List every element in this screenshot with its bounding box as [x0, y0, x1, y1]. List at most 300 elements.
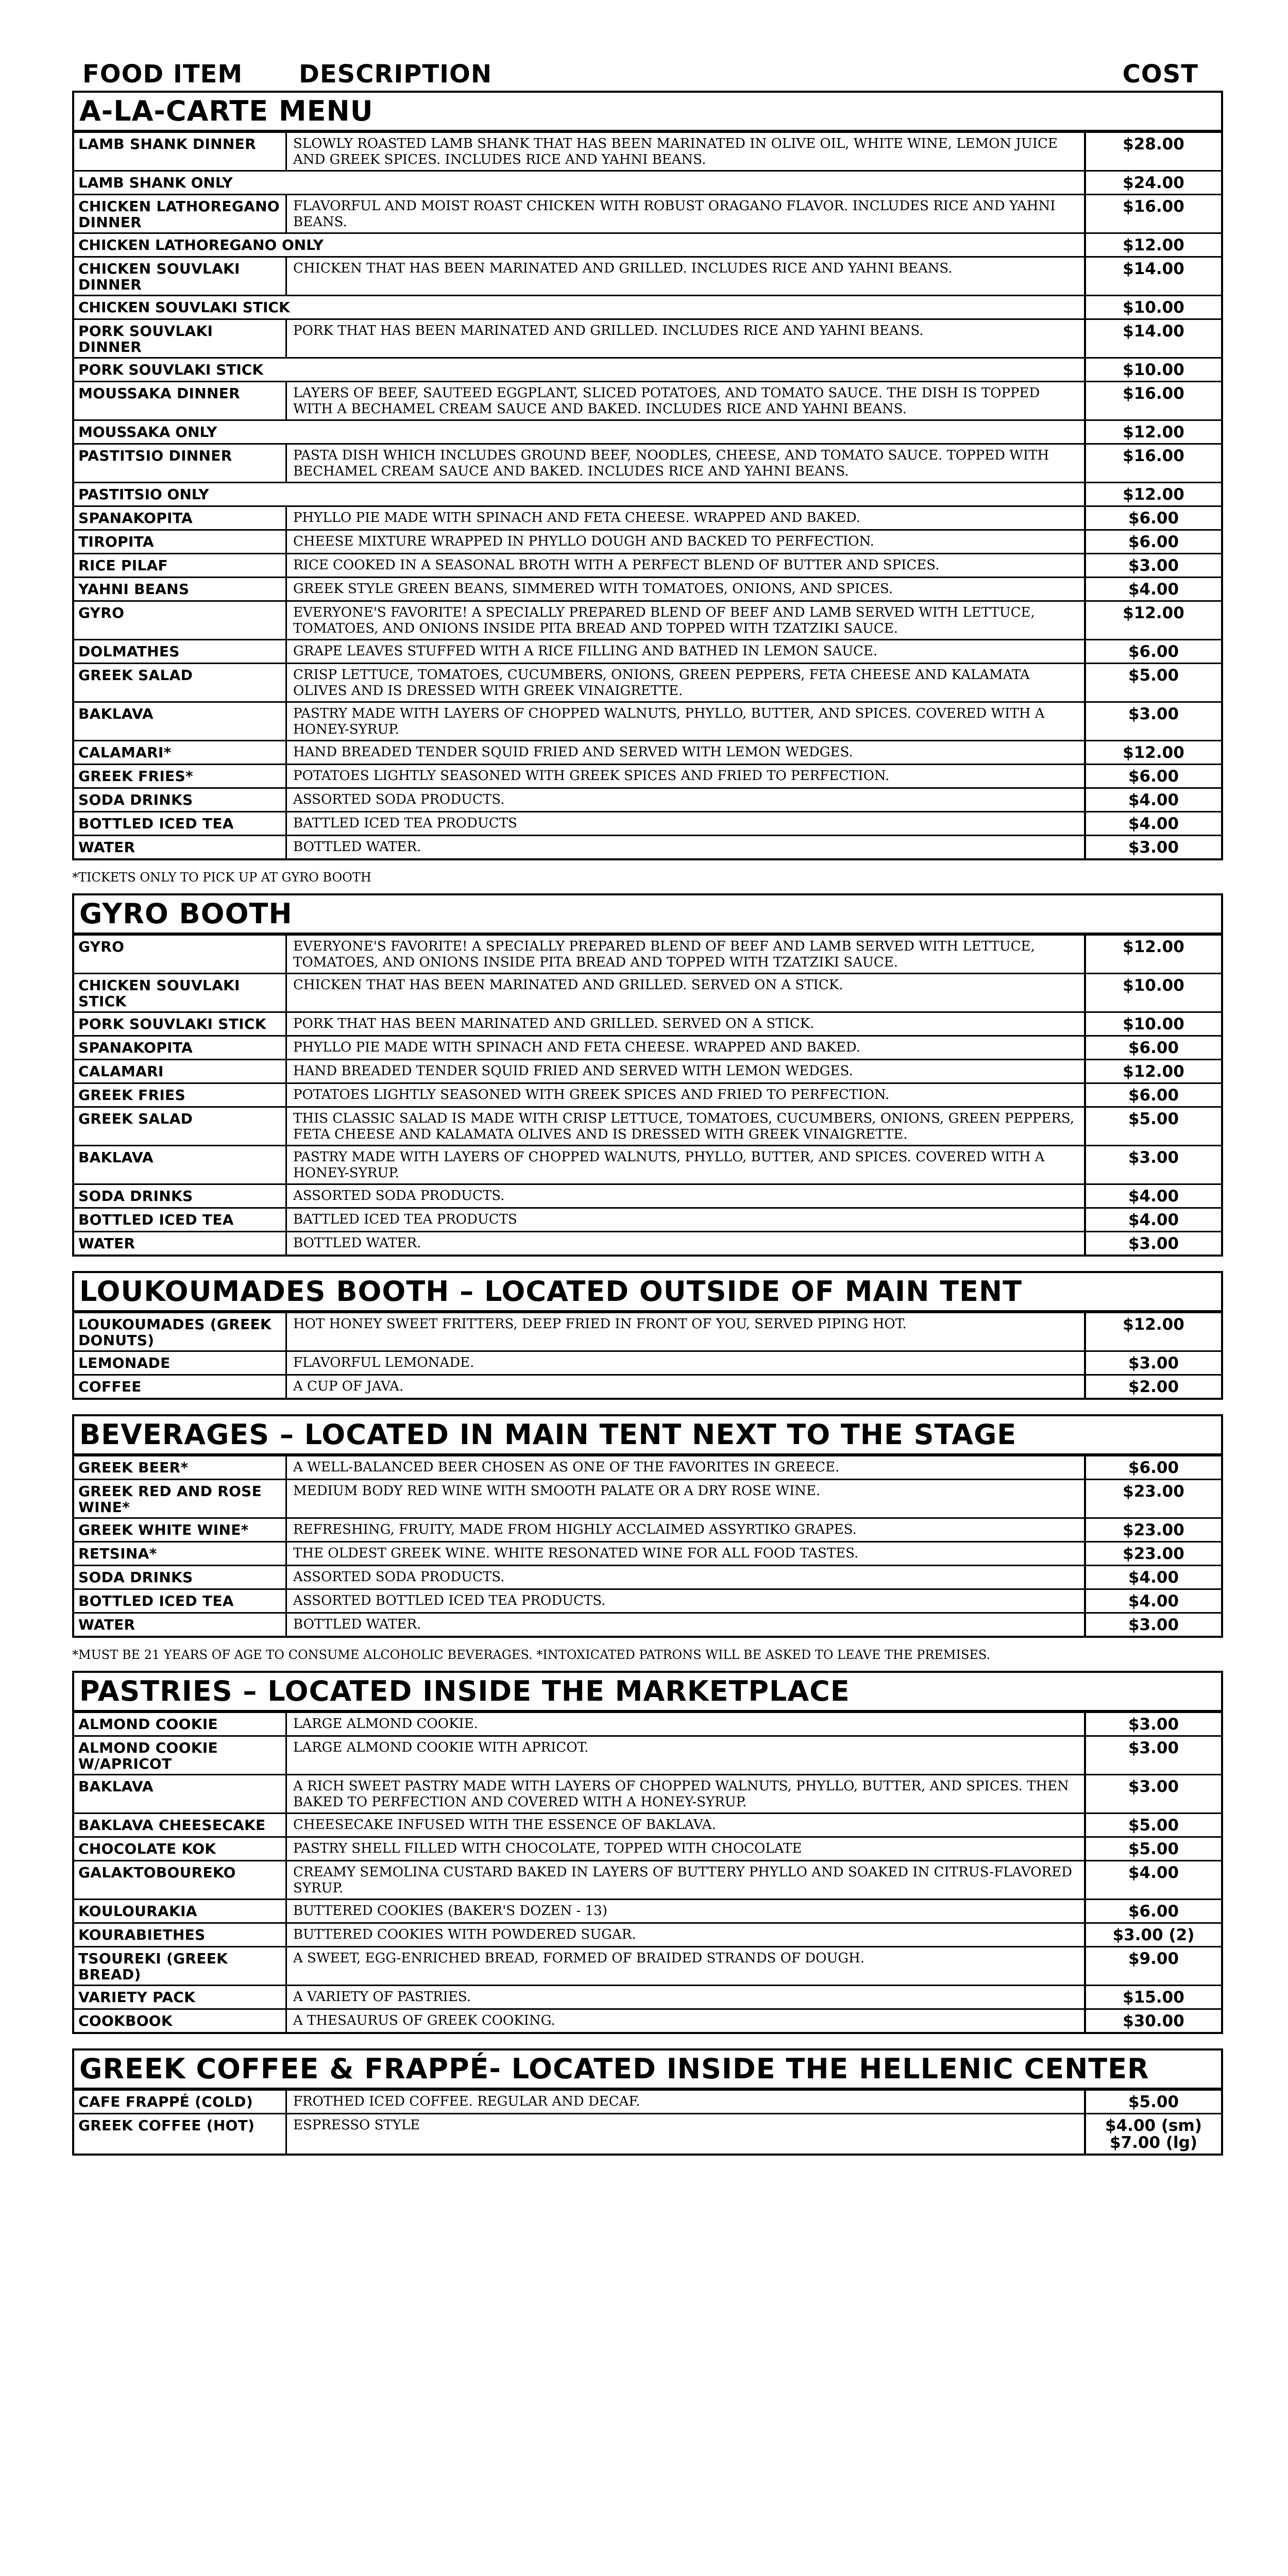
item-description: A RICH SWEET PASTRY MADE WITH LAYERS OF CHOPPED WALNUTS, PHYLLO, BUTTER, AND SPICES. THEN BAKED TO PERFECTION AND COVERED WITH A HONEY-SYRUP.: [285, 1775, 1084, 1812]
price-value: $4.00: [1128, 1568, 1179, 1587]
menu-row: [74, 482, 1221, 505]
price-value: $4.00: [1128, 1211, 1179, 1229]
price-value: $6.00: [1128, 642, 1179, 661]
price-value: $3.00: [1128, 1715, 1179, 1734]
item-price: [1084, 765, 1221, 787]
price-value: $6.00: [1128, 509, 1179, 528]
menu-row: [74, 2113, 1221, 2154]
item-name: WATER: [78, 1235, 135, 1252]
price-value: $6.00: [1128, 533, 1179, 551]
item-description: GREEK STYLE GREEN BEANS, SIMMERED WITH TOMATOES, ONIONS, AND SPICES.: [285, 578, 1084, 600]
item-description: A THESAURUS OF GREEK COOKING.: [285, 2010, 1084, 2032]
price-value-large: $7.00 (lg): [1109, 2133, 1197, 2152]
item-name: PORK SOUVLAKI DINNER: [78, 323, 213, 355]
menu-row: [74, 443, 1221, 482]
menu-row: [74, 1860, 1221, 1899]
item-name: ALMOND COOKIE W/APRICOT: [78, 1739, 218, 1772]
item-name: COOKBOOK: [78, 2012, 173, 2029]
item-price: [1084, 234, 1221, 256]
menu-row: [74, 1899, 1221, 1922]
item-description: BUTTERED COOKIES WITH POWDERED SUGAR.: [285, 1924, 1084, 1946]
item-description: SLOWLY ROASTED LAMB SHANK THAT HAS BEEN MARINATED IN OLIVE OIL, WHITE WINE, LEMON JUICE AND GREEK SPICES. INCLUDES RICE AND YAHNI BEANS.: [285, 133, 1084, 170]
price-value: $12.00: [1123, 743, 1184, 762]
item-description: CREAMY SEMOLINA CUSTARD BAKED IN LAYERS OF BUTTERY PHYLLO AND SOAKED IN CITRUS-FLAVORED SYRUP.: [285, 1861, 1084, 1899]
item-name: LAMB SHANK ONLY: [78, 174, 233, 191]
menu-section: [72, 893, 1223, 1257]
item-price: [1084, 195, 1221, 232]
item-price: [1084, 531, 1221, 553]
item-description: PHYLLO PIE MADE WITH SPINACH AND FETA CHEESE. WRAPPED AND BAKED.: [285, 507, 1084, 529]
price-value: $5.00: [1128, 1110, 1179, 1128]
item-description: PHYLLO PIE MADE WITH SPINACH AND FETA CHEESE. WRAPPED AND BAKED.: [285, 1037, 1084, 1059]
item-price: [1084, 1614, 1221, 1636]
item-description: ASSORTED BOTTLED ICED TEA PRODUCTS.: [285, 1590, 1084, 1612]
menu-row: [74, 131, 1221, 170]
item-name: ALMOND COOKIE: [78, 1716, 218, 1733]
item-price: [1084, 1480, 1221, 1517]
item-name: PASTITSIO DINNER: [78, 447, 232, 464]
item-description: BUTTERED COOKIES (BAKER'S DOZEN - 13): [285, 1900, 1084, 1922]
item-description: LARGE ALMOND COOKIE WITH APRICOT.: [285, 1737, 1084, 1774]
price-value: $6.00: [1128, 1459, 1179, 1477]
menu-row: [74, 1207, 1221, 1231]
price-value: $3.00: [1128, 1739, 1179, 1757]
price-value: $4.00 (sm): [1105, 2116, 1202, 2135]
price-value: $12.00: [1123, 604, 1184, 622]
menu-row: [74, 2089, 1221, 2113]
item-price: [1084, 1861, 1221, 1899]
price-value: $10.00: [1123, 976, 1184, 995]
item-name: BOTTLED ICED TEA: [78, 1592, 234, 1609]
item-name: SODA DRINKS: [78, 1569, 193, 1586]
item-price: [1084, 421, 1221, 443]
item-description: ASSORTED SODA PRODUCTS.: [285, 789, 1084, 811]
item-price: [1084, 836, 1221, 858]
price-value: $3.00: [1128, 1354, 1179, 1372]
menu-section: [72, 1671, 1223, 2034]
menu-row: [74, 1836, 1221, 1860]
item-price: [1084, 1947, 1221, 1985]
item-name: KOURABIETHES: [78, 1926, 206, 1943]
item-name: KOULOURAKIA: [78, 1903, 197, 1920]
menu-row: [74, 357, 1221, 381]
price-value: $3.00: [1128, 705, 1179, 723]
item-name: MOUSSAKA ONLY: [78, 423, 217, 440]
item-description: BOTTLED WATER.: [285, 1614, 1084, 1636]
item-description: FROTHED ICED COFFEE. REGULAR AND DECAF.: [285, 2091, 1084, 2113]
item-price: [1084, 812, 1221, 835]
item-name: PORK SOUVLAKI STICK: [78, 361, 264, 378]
item-name: GREEK FRIES*: [78, 768, 193, 785]
item-price: [1084, 1566, 1221, 1588]
menu-row: [74, 2008, 1221, 2032]
header-description: DESCRIPTION: [299, 60, 493, 89]
item-price: [1084, 2010, 1221, 2032]
price-value: $3.00 (2): [1112, 1926, 1195, 1944]
menu-row: [74, 835, 1221, 858]
section-title: LOUKOUMADES BOOTH – LOCATED OUTSIDE OF MAIN TENT: [74, 1273, 1221, 1312]
item-description: THE OLDEST GREEK WINE. WHITE RESONATED WINE FOR ALL FOOD TASTES.: [285, 1543, 1084, 1565]
menu-row: [74, 1985, 1221, 2008]
item-price: [1084, 382, 1221, 419]
item-description: REFRESHING, FRUITY, MADE FROM HIGHLY ACCLAIMED ASSYRTIKO GRAPES.: [285, 1519, 1084, 1541]
item-description: RICE COOKED IN A SEASONAL BROTH WITH A PERFECT BLEND OF BUTTER AND SPICES.: [285, 554, 1084, 577]
item-description: A VARIETY OF PASTRIES.: [285, 1986, 1084, 2008]
price-value: $4.00: [1128, 815, 1179, 833]
item-name: DOLMATHES: [78, 643, 180, 660]
price-value: $5.00: [1128, 1816, 1179, 1835]
price-value: $12.00: [1123, 1062, 1184, 1081]
header-food-item: FOOD ITEM: [82, 60, 243, 89]
item-description: FLAVORFUL LEMONADE.: [285, 1352, 1084, 1374]
menu-row: [74, 1059, 1221, 1082]
section-title: GYRO BOOTH: [74, 895, 1221, 934]
menu-row: [74, 639, 1221, 663]
item-price: [1084, 1232, 1221, 1255]
menu-row: [74, 1479, 1221, 1517]
menu-row: [74, 1106, 1221, 1145]
item-description: BATTLED ICED TEA PRODUCTS: [285, 1209, 1084, 1231]
item-name: CHICKEN LATHOREGANO ONLY: [78, 236, 324, 253]
item-name: SPANAKOPITA: [78, 1039, 193, 1056]
menu-row: [74, 1145, 1221, 1183]
section-title: A-LA-CARTE MENU: [74, 93, 1221, 131]
item-name: LAMB SHANK DINNER: [78, 135, 256, 152]
price-value: $6.00: [1128, 1086, 1179, 1105]
price-value: $3.00: [1128, 556, 1179, 575]
price-value: $23.00: [1123, 1521, 1184, 1539]
item-price: [1084, 1814, 1221, 1836]
item-price: [1084, 320, 1221, 357]
menu-row: [74, 1774, 1221, 1812]
menu-row: [74, 1922, 1221, 1946]
section-title: GREEK COFFEE & FRAPPÉ- LOCATED INSIDE THE HELLENIC CENTER: [74, 2050, 1221, 2089]
item-price: [1084, 1146, 1221, 1183]
item-name: VARIETY PACK: [78, 1989, 196, 2006]
item-name: CHICKEN LATHOREGANO DINNER: [78, 198, 280, 231]
price-value: $12.00: [1123, 938, 1184, 956]
item-name: BOTTLED ICED TEA: [78, 815, 234, 832]
item-description: CRISP LETTUCE, TOMATOES, CUCUMBERS, ONIONS, GREEN PEPPERS, FETA CHEESE AND KALAMATA OLIVES AND IS DRESSED WITH GREEK VINAIGRETTE.: [285, 664, 1084, 701]
menu-row: [74, 194, 1221, 232]
item-description: LARGE ALMOND COOKIE.: [285, 1713, 1084, 1735]
price-value: $4.00: [1128, 791, 1179, 809]
item-price: [1084, 445, 1221, 482]
item-name: GYRO: [78, 938, 125, 955]
item-price: [1084, 664, 1221, 701]
item-name: BAKLAVA: [78, 1778, 154, 1795]
price-value: $12.00: [1123, 423, 1184, 442]
item-name: RICE PILAF: [78, 557, 168, 574]
section-title: BEVERAGES – LOCATED IN MAIN TENT NEXT TO THE STAGE: [74, 1416, 1221, 1455]
menu-row: [74, 1541, 1221, 1565]
item-description: HOT HONEY SWEET FRITTERS, DEEP FRIED IN FRONT OF YOU, SERVED PIPING HOT.: [285, 1313, 1084, 1350]
item-price: [1084, 1013, 1221, 1035]
item-price: [1084, 1590, 1221, 1612]
price-value: $4.00: [1128, 580, 1179, 599]
menu-row: [74, 553, 1221, 577]
menu-row: [74, 1735, 1221, 1774]
menu-row: [74, 1517, 1221, 1541]
item-price: [1084, 741, 1221, 764]
item-description: EVERYONE'S FAVORITE! A SPECIALLY PREPARED BLEND OF BEEF AND LAMB SERVED WITH LETTUCE, TOMATOES, AND ONIONS INSIDE PITA BREAD AND TOPPED WITH TZATZIKI SAUCE.: [285, 936, 1084, 973]
item-description: A SWEET, EGG-ENRICHED BREAD, FORMED OF BRAIDED STRANDS OF DOUGH.: [285, 1947, 1084, 1985]
menu-row: [74, 1011, 1221, 1035]
price-value: $12.00: [1123, 1315, 1184, 1334]
price-value: $16.00: [1123, 384, 1184, 403]
item-name: GYRO: [78, 604, 125, 621]
item-price: [1084, 1209, 1221, 1231]
item-price: [1084, 1924, 1221, 1946]
menu-row: [74, 1612, 1221, 1636]
price-value: $3.00: [1128, 1616, 1179, 1634]
item-description: BOTTLED WATER.: [285, 836, 1084, 858]
item-price: [1084, 578, 1221, 600]
price-value: $16.00: [1123, 197, 1184, 216]
price-value: $3.00: [1128, 838, 1179, 857]
menu-row: [74, 811, 1221, 835]
item-price: [1084, 1986, 1221, 2008]
item-description: CHICKEN THAT HAS BEEN MARINATED AND GRILLED. SERVED ON A STICK.: [285, 974, 1084, 1011]
item-name: CHICKEN SOUVLAKI DINNER: [78, 260, 240, 293]
menu-row: [74, 1350, 1221, 1374]
section-title: PASTRIES – LOCATED INSIDE THE MARKETPLACE: [74, 1673, 1221, 1711]
item-name: RETSINA*: [78, 1545, 157, 1562]
item-description: PORK THAT HAS BEEN MARINATED AND GRILLED. INCLUDES RICE AND YAHNI BEANS.: [285, 320, 1084, 357]
item-name: SPANAKOPITA: [78, 510, 193, 527]
price-value: $12.00: [1123, 236, 1184, 255]
price-value: $4.00: [1128, 1187, 1179, 1206]
item-price: [1084, 2114, 1221, 2154]
menu-row: [74, 170, 1221, 194]
item-name: GREEK WHITE WINE*: [78, 1521, 249, 1538]
menu-row: [74, 1565, 1221, 1588]
price-value: $2.00: [1128, 1378, 1179, 1396]
menu-section: [72, 2048, 1223, 2156]
item-description: PASTRY MADE WITH LAYERS OF CHOPPED WALNUTS, PHYLLO, BUTTER, AND SPICES. COVERED WITH A HONEY-SYRUP.: [285, 703, 1084, 740]
item-name: WATER: [78, 839, 135, 856]
item-price: [1084, 1737, 1221, 1774]
price-value: $30.00: [1123, 2012, 1184, 2030]
item-price: [1084, 1185, 1221, 1207]
menu-row: [74, 419, 1221, 443]
price-value: $23.00: [1123, 1482, 1184, 1501]
header-cost: COST: [1122, 60, 1198, 89]
menu-row: [74, 934, 1221, 973]
price-value: $5.00: [1128, 2093, 1179, 2111]
item-description: CHEESE MIXTURE WRAPPED IN PHYLLO DOUGH AND BACKED TO PERFECTION.: [285, 531, 1084, 553]
item-price: [1084, 1456, 1221, 1479]
menu-row: [74, 1455, 1221, 1479]
section-footnote: *TICKETS ONLY TO PICK UP AT GYRO BOOTH: [72, 870, 371, 885]
menu-row: [74, 973, 1221, 1011]
item-description: BATTLED ICED TEA PRODUCTS: [285, 812, 1084, 835]
section-footnote: *MUST BE 21 YEARS OF AGE TO CONSUME ALCOHOLIC BEVERAGES. *INTOXICATED PATRONS WILL BE ASKED TO LEAVE THE PREMISES.: [72, 1648, 991, 1662]
menu-row: [74, 1946, 1221, 1985]
item-name: MOUSSAKA DINNER: [78, 385, 240, 402]
item-name: COFFEE: [78, 1378, 142, 1395]
item-name: GREEK COFFEE (HOT): [78, 2117, 255, 2134]
menu-row: [74, 256, 1221, 295]
item-price: [1084, 483, 1221, 505]
item-description: PORK THAT HAS BEEN MARINATED AND GRILLED. SERVED ON A STICK.: [285, 1013, 1084, 1035]
item-price: [1084, 936, 1221, 973]
item-price: [1084, 1108, 1221, 1145]
price-value: $12.00: [1123, 485, 1184, 504]
price-value: $4.00: [1128, 1592, 1179, 1611]
item-name: SODA DRINKS: [78, 791, 193, 808]
item-description: PASTA DISH WHICH INCLUDES GROUND BEEF, NOODLES, CHEESE, AND TOMATO SAUCE. TOPPED WITH BECHAMEL CREAM SAUCE AND BAKED. INCLUDES RICE AND YAHNI BEANS.: [285, 445, 1084, 482]
item-name: CALAMARI*: [78, 744, 172, 761]
item-name: GREEK FRIES: [78, 1087, 185, 1104]
price-value: $6.00: [1128, 1902, 1179, 1921]
menu-section: [72, 1414, 1223, 1638]
item-price: [1084, 133, 1221, 170]
item-description: ASSORTED SODA PRODUCTS.: [285, 1566, 1084, 1588]
item-price: [1084, 359, 1221, 381]
menu-row: [74, 1812, 1221, 1836]
menu-row: [74, 1312, 1221, 1350]
price-value: $10.00: [1123, 298, 1184, 317]
item-description: POTATOES LIGHTLY SEASONED WITH GREEK SPICES AND FRIED TO PERFECTION.: [285, 1084, 1084, 1106]
price-value: $5.00: [1128, 1840, 1179, 1858]
item-name: PASTITSIO ONLY: [78, 486, 209, 503]
price-value: $23.00: [1123, 1545, 1184, 1563]
menu-row: [74, 663, 1221, 701]
item-price: [1084, 2091, 1221, 2113]
item-name: GREEK SALAD: [78, 1110, 193, 1127]
item-price: [1084, 296, 1221, 318]
item-name: PORK SOUVLAKI STICK: [78, 1015, 266, 1032]
item-price: [1084, 1060, 1221, 1082]
menu-section: [72, 1271, 1223, 1400]
item-name: LOUKOUMADES (GREEK DONUTS): [78, 1316, 272, 1349]
item-name: TIROPITA: [78, 533, 154, 550]
item-price: [1084, 507, 1221, 529]
price-value: $16.00: [1123, 447, 1184, 465]
price-value: $6.00: [1128, 767, 1179, 786]
menu-row: [74, 1588, 1221, 1612]
item-description: CHEESECAKE INFUSED WITH THE ESSENCE OF BAKLAVA.: [285, 1814, 1084, 1836]
item-price: [1084, 1352, 1221, 1374]
item-name: BAKLAVA: [78, 705, 154, 722]
price-value: $14.00: [1123, 322, 1184, 341]
item-description: A WELL-BALANCED BEER CHOSEN AS ONE OF THE FAVORITES IN GREECE.: [285, 1456, 1084, 1479]
item-price: [1084, 789, 1221, 811]
price-value: $3.00: [1128, 1777, 1179, 1796]
item-name: CHICKEN SOUVLAKI STICK: [78, 977, 240, 1010]
menu-row: [74, 295, 1221, 318]
price-value: $24.00: [1123, 174, 1184, 192]
item-price: [1084, 703, 1221, 740]
menu-section: [72, 91, 1223, 860]
price-value: $3.00: [1128, 1234, 1179, 1253]
item-name: GREEK RED AND ROSE WINE*: [78, 1483, 262, 1516]
item-description: HAND BREADED TENDER SQUID FRIED AND SERVED WITH LEMON WEDGES.: [285, 741, 1084, 764]
item-price: [1084, 258, 1221, 295]
menu-row: [74, 577, 1221, 600]
menu-row: [74, 1082, 1221, 1106]
item-description: MEDIUM BODY RED WINE WITH SMOOTH PALATE OR A DRY ROSE WINE.: [285, 1480, 1084, 1517]
item-description: THIS CLASSIC SALAD IS MADE WITH CRISP LETTUCE, TOMATOES, CUCUMBERS, ONIONS, GREEN PEPPERS, FETA CHEESE AND KALAMATA OLIVES AND IS DRESSED WITH GREEK VINAIGRETTE.: [285, 1108, 1084, 1145]
menu-row: [74, 701, 1221, 740]
item-name: BOTTLED ICED TEA: [78, 1211, 234, 1228]
item-description: HAND BREADED TENDER SQUID FRIED AND SERVED WITH LEMON WEDGES.: [285, 1060, 1084, 1082]
menu-row: [74, 318, 1221, 357]
item-name: GREEK BEER*: [78, 1459, 189, 1476]
menu-row: [74, 381, 1221, 419]
menu-row: [74, 1231, 1221, 1255]
price-value: $4.00: [1128, 1863, 1179, 1882]
item-name: CAFE FRAPPÉ (COLD): [78, 2093, 253, 2110]
item-price: [1084, 1900, 1221, 1922]
item-description: GRAPE LEAVES STUFFED WITH A RICE FILLING AND BATHED IN LEMON SAUCE.: [285, 640, 1084, 663]
menu-page: [72, 46, 1223, 2170]
price-value: $15.00: [1123, 1988, 1184, 2007]
menu-row: [74, 600, 1221, 639]
item-price: [1084, 1519, 1221, 1541]
item-name: TSOUREKI (GREEK BREAD): [78, 1950, 228, 1983]
item-name: CHICKEN SOUVLAKI STICK: [78, 299, 290, 316]
item-name: LEMONADE: [78, 1354, 171, 1371]
item-name: YAHNI BEANS: [78, 581, 190, 598]
menu-row: [74, 1035, 1221, 1059]
menu-row: [74, 232, 1221, 256]
item-price: [1084, 1775, 1221, 1812]
item-price: [1084, 1084, 1221, 1106]
item-price: [1084, 1713, 1221, 1735]
item-name: GREEK SALAD: [78, 667, 193, 684]
menu-row: [74, 1711, 1221, 1735]
price-value: $28.00: [1123, 135, 1184, 154]
item-description: EVERYONE'S FAVORITE! A SPECIALLY PREPARED BLEND OF BEEF AND LAMB SERVED WITH LETTUCE, TOMATOES, AND ONIONS INSIDE PITA BREAD AND TOPPED WITH TZATZIKI SAUCE.: [285, 602, 1084, 639]
price-value: $9.00: [1128, 1950, 1179, 1968]
menu-sections: [72, 91, 1223, 2156]
item-description: ASSORTED SODA PRODUCTS.: [285, 1185, 1084, 1207]
item-price: [1084, 974, 1221, 1011]
item-description: A CUP OF JAVA.: [285, 1376, 1084, 1398]
item-name: CHOCOLATE KOK: [78, 1840, 216, 1857]
item-description: FLAVORFUL AND MOIST ROAST CHICKEN WITH ROBUST ORAGANO FLAVOR. INCLUDES RICE AND YAHNI BEANS.: [285, 195, 1084, 232]
menu-row: [74, 529, 1221, 553]
menu-row: [74, 787, 1221, 811]
item-description: PASTRY SHELL FILLED WITH CHOCOLATE, TOPPED WITH CHOCOLATE: [285, 1838, 1084, 1860]
price-value: $3.00: [1128, 1148, 1179, 1167]
menu-row: [74, 764, 1221, 787]
menu-row: [74, 505, 1221, 529]
item-name: WATER: [78, 1616, 135, 1633]
item-description: ESPRESSO STYLE: [285, 2114, 1084, 2154]
item-price: [1084, 172, 1221, 194]
item-price: [1084, 554, 1221, 577]
item-description: PASTRY MADE WITH LAYERS OF CHOPPED WALNUTS, PHYLLO, BUTTER, AND SPICES. COVERED WITH A HONEY-SYRUP.: [285, 1146, 1084, 1183]
item-price: [1084, 1313, 1221, 1350]
item-price: [1084, 640, 1221, 663]
column-header: [72, 46, 1223, 91]
item-name: BAKLAVA CHEESECAKE: [78, 1817, 266, 1834]
item-name: GALAKTOBOUREKO: [78, 1864, 236, 1881]
menu-row: [74, 740, 1221, 764]
item-description: LAYERS OF BEEF, SAUTEED EGGPLANT, SLICED POTATOES, AND TOMATO SAUCE. THE DISH IS TOPPED WITH A BECHAMEL CREAM SAUCE AND BAKED. INCLUDES RICE AND YAHNI BEANS.: [285, 382, 1084, 419]
item-description: CHICKEN THAT HAS BEEN MARINATED AND GRILLED. INCLUDES RICE AND YAHNI BEANS.: [285, 258, 1084, 295]
item-name: BAKLAVA: [78, 1149, 154, 1166]
menu-row: [74, 1374, 1221, 1398]
price-value: $10.00: [1123, 1015, 1184, 1033]
price-value: $10.00: [1123, 361, 1184, 379]
item-description: POTATOES LIGHTLY SEASONED WITH GREEK SPICES AND FRIED TO PERFECTION.: [285, 765, 1084, 787]
item-description: BOTTLED WATER.: [285, 1232, 1084, 1255]
price-value: $6.00: [1128, 1039, 1179, 1057]
